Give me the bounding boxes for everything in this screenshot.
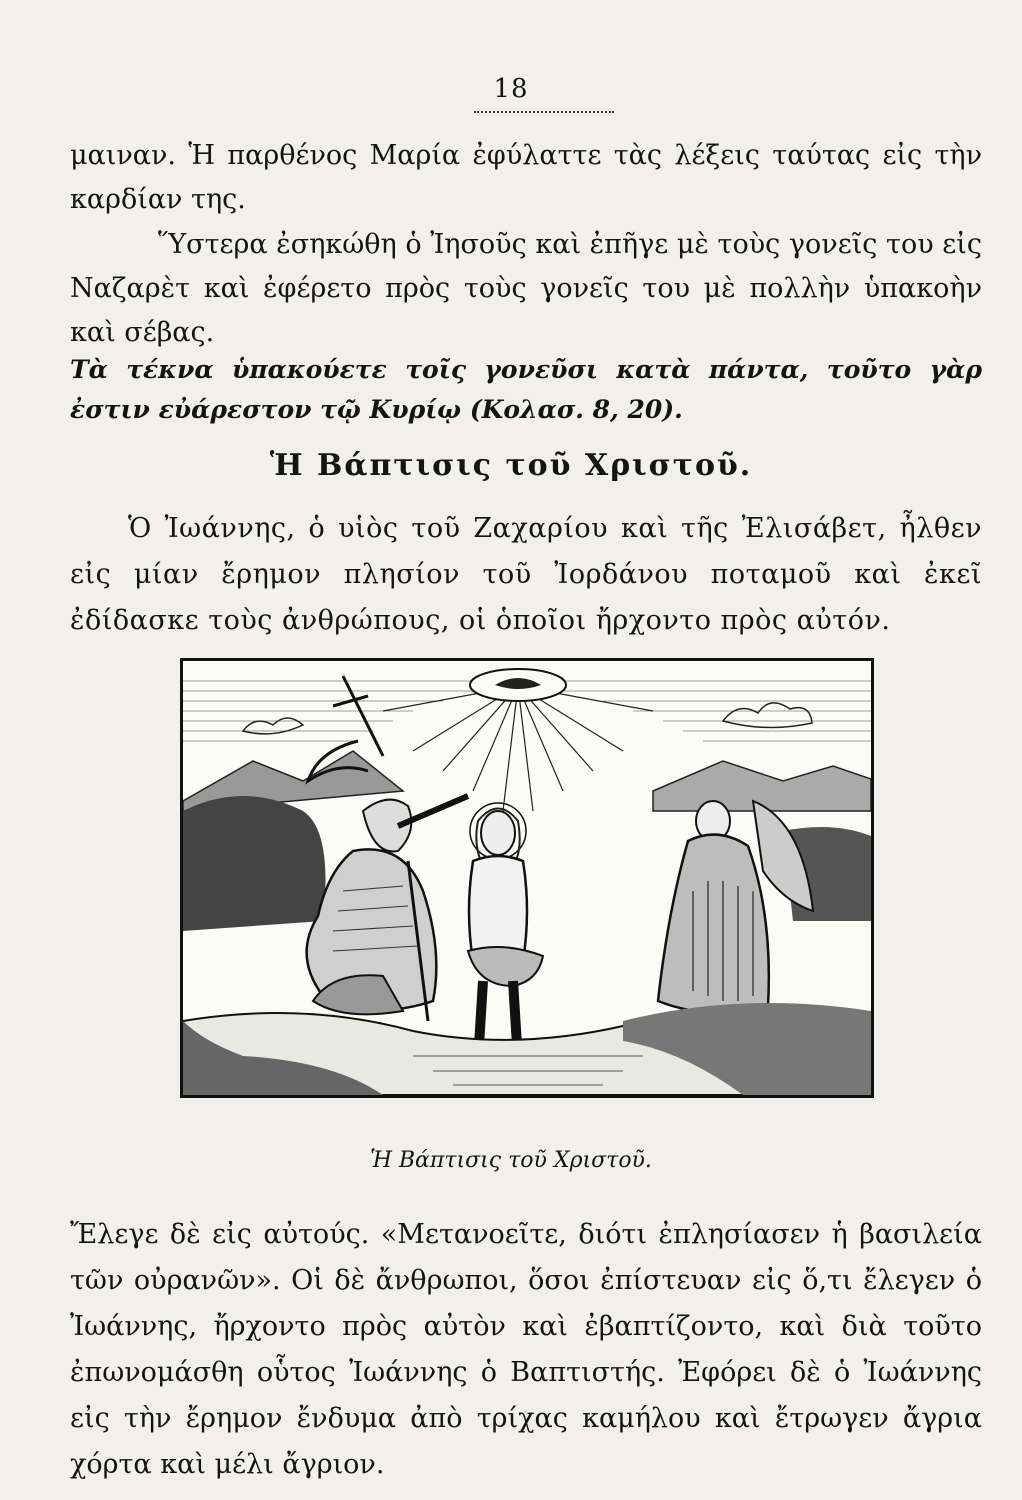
forest-left	[183, 796, 326, 931]
section-heading: Ἡ Βάπτισις τοῦ Χριστοῦ.	[269, 448, 753, 483]
glory-rays	[383, 686, 653, 811]
christ-figure	[468, 803, 543, 1061]
cloud-right	[723, 703, 812, 728]
engraving-illustration	[183, 661, 871, 1095]
paragraph-mary: μαιναν. Ἡ παρθένος Μαρία ἐφύλαττε τὰς λέξεις ταύτας εἰς τὴν καρδίαν της.	[70, 140, 982, 215]
mountains-right	[653, 761, 871, 811]
john-figure	[307, 796, 468, 1021]
angel-figure	[658, 801, 813, 1012]
page-number-rule	[474, 111, 614, 113]
scripture-quote: Τὰ τέκνα ὑπακούετε τοῖς γονεῦσι κατὰ πάντα, τοῦτο γὰρ ἐστιν εὐάρεστον τῷ Κυρίῳ (Κολασ. 8, 20).	[70, 355, 982, 424]
baptism-engraving	[180, 658, 874, 1098]
figure-caption: Ἡ Βάπτισις τοῦ Χριστοῦ.	[370, 1148, 652, 1173]
paragraph-nazareth: Ὕστερα ἐσηκώθη ὁ Ἰησοῦς καὶ ἐπῆγε μὲ τοὺς γονεῖς του εἰς Ναζαρὲτ καὶ ἐφέρετο πρὸς τοὺς γονεῖς του μὲ πολλὴν ὑπακοὴν καὶ σέβας.	[70, 229, 982, 348]
paragraph-john: Ὁ Ἰωάννης, ὁ υἱὸς τοῦ Ζαχαρίου καὶ τῆς Ἐλισάβετ, ἦλθεν εἰς μίαν ἔρημον πλησίον τοῦ Ἰορδάνου ποταμοῦ καὶ ἐκεῖ ἐδίδασκε τοὺς ἀνθρώπους, οἱ ὁποῖοι ἤρχοντο πρὸς αὐτόν.	[70, 513, 982, 636]
cloud-left	[243, 718, 303, 734]
paragraph-preaching: Ἔλεγε δὲ εἰς αὐτούς. «Μετανοεῖτε, διότι ἐπλησίασεν ἡ βασιλεία τῶν οὐρανῶν». Οἱ δὲ ἄνθρωποι, ὅσοι ἐπίστευαν εἰς ὅ,τι ἔλεγεν ὁ Ἰωάννης, ἤρχοντο πρὸς αὐτὸν καὶ ἐβαπτίζοντο, καὶ διὰ τοῦτο ἐπωνομάσθη οὗτος Ἰωάννης ὁ Βαπτιστής. Ἐφόρει δὲ ὁ Ἰωάννης εἰς τὴν ἔρημον ἔνδυμα ἀπὸ τρίχας καμήλου καὶ ἔτρωγεν ἄγρια χόρτα καὶ μέλι ἄγριον.	[70, 1219, 982, 1480]
page-number: 18	[493, 74, 529, 104]
